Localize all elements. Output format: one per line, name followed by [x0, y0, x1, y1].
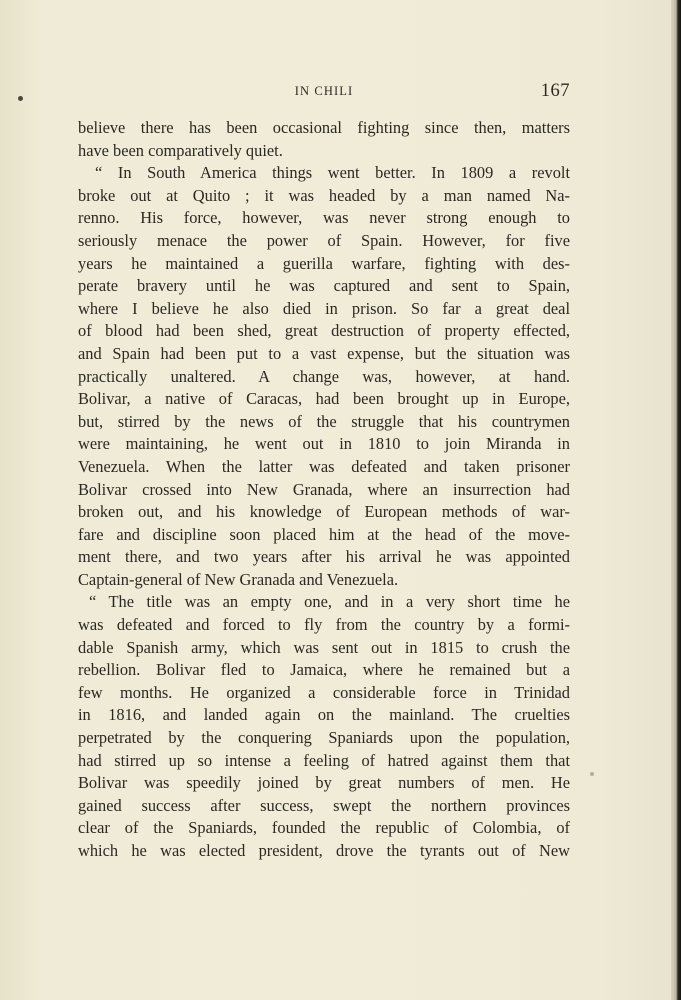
page-number: 167 [540, 81, 570, 101]
text-line: perpetrated by the conquering Spaniards upon the population, [78, 728, 570, 748]
text-line: fare and discipline soon placed him at the head of the move- [78, 524, 570, 544]
text-line: believe there has been occasional fighting since then, matters [78, 118, 570, 137]
text-line: but, stirred by the news of the struggle that his countrymen [78, 411, 570, 431]
text-line: Venezuela. When the latter was defeated and taken prisoner [78, 456, 570, 476]
text-line: Bolivar crossed into New Granada, where an insurrection had [78, 479, 570, 499]
body-text [78, 117, 570, 863]
text-line: where I believe he also died in prison. So far a great deal [78, 298, 570, 318]
text-line: “ The title was an empty one, and in a very short time he [89, 592, 570, 612]
text-line: broke out at Quito ; it was headed by a man named Na- [78, 185, 570, 205]
text-line: Captain-general of New Granada and Venezuela. [78, 569, 399, 589]
text-line: Bolivar was speedily joined by great numbers of men. He [78, 773, 570, 793]
page-header [78, 82, 570, 104]
text-line: had stirred up so intense a feeling of hatred against them that [78, 750, 570, 770]
text-line: renno. His force, however, was never strong enough to [78, 208, 570, 228]
text-line: perate bravery until he was captured and sent to Spain, [78, 276, 570, 296]
text-line: ment there, and two years after his arrival he was appointed [78, 547, 570, 567]
paper-speck [18, 96, 23, 101]
text-line: have been comparatively quiet. [78, 140, 283, 160]
text-line: of blood had been shed, great destruction of property effected, [78, 321, 570, 341]
text-line: and Spain had been put to a vast expense, but the situation was [78, 343, 570, 363]
running-head: IN CHILI [294, 84, 354, 98]
text-line: was defeated and forced to fly from the country by a formi- [78, 615, 570, 635]
text-line: clear of the Spaniards, founded the republic of Colombia, of [78, 818, 570, 838]
text-line: in 1816, and landed again on the mainland. The cruelties [78, 705, 570, 725]
text-line: were maintaining, he went out in 1810 to join Miranda in [78, 434, 570, 454]
text-line: gained success after success, swept the northern provinces [78, 795, 570, 815]
paper-speck [590, 772, 594, 776]
text-line: “ In South America things went better. In 1809 a revolt [95, 163, 570, 183]
text-line: few months. He organized a considerable force in Trinidad [78, 682, 570, 702]
text-line: Bolivar, a native of Caracas, had been brought up in Europe, [78, 389, 570, 409]
text-line: practically unaltered. A change was, however, at hand. [78, 366, 570, 386]
text-line: broken out, and his knowledge of European methods of war- [78, 502, 570, 522]
page-edge [671, 0, 681, 1000]
text-line: which he was elected president, drove the tyrants out of New [78, 841, 570, 860]
text-line: years he maintained a guerilla warfare, fighting with des- [78, 253, 570, 273]
text-line: dable Spanish army, which was sent out in 1815 to crush the [78, 637, 570, 657]
text-line: seriously menace the power of Spain. However, for five [78, 230, 570, 250]
text-line: rebellion. Bolivar fled to Jamaica, where he remained but a [78, 660, 570, 680]
